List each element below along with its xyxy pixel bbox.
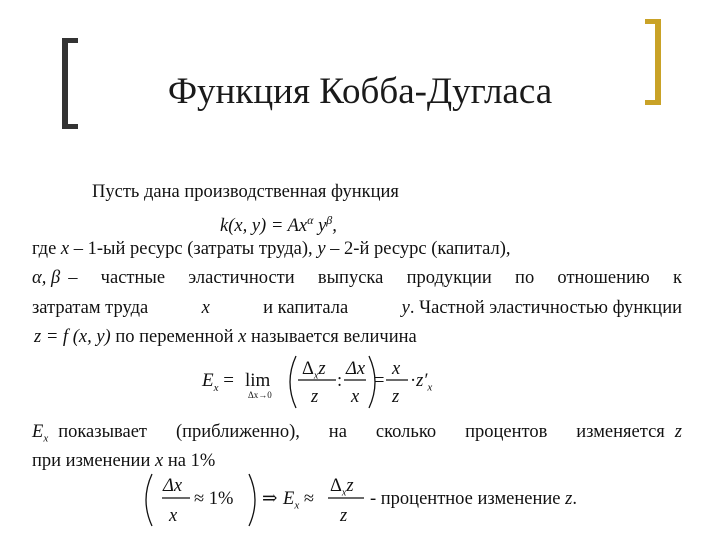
line-elastic-1 — [32, 266, 682, 290]
formula-main-alpha: α — [307, 213, 314, 227]
formula-z-f: z = f (x, y) — [34, 327, 111, 347]
text-when-changing: при изменении — [32, 451, 151, 471]
derivative-sub: x — [427, 381, 433, 394]
derivative-z: z′ — [416, 371, 428, 391]
formula-main-beta: β — [326, 213, 333, 227]
var-z: z — [674, 422, 682, 442]
formula-ex-lhs — [202, 369, 234, 400]
formula-percent-approx1: ≈ 1% — [194, 489, 234, 509]
var-z: z — [346, 476, 354, 496]
line-elastic-2 — [32, 296, 682, 320]
var-E: E — [283, 489, 295, 509]
dot-operator: · — [410, 371, 417, 391]
var-z: z — [318, 359, 326, 379]
var-x: x — [60, 239, 70, 259]
intro-text: Пусть дана производственная функция — [92, 182, 399, 202]
formula-ex-E-sub: x — [213, 381, 219, 394]
text-shows: показывает (приближенно), на сколько процентов изменяется — [58, 422, 665, 442]
text-resource-2: – 2-й ресурс (капитал), — [330, 239, 511, 259]
formula-percent-implies: ⇒ — [262, 489, 278, 509]
greek-alpha-beta: α, β — [32, 268, 61, 288]
line-elastic-3 — [34, 325, 417, 349]
formula-percent-num2 — [330, 474, 354, 506]
formula-main-lhs: k(x, y) = Ax — [220, 216, 308, 237]
formula-ex-den1: z — [311, 387, 319, 407]
text-is-called: называется величина — [251, 327, 417, 347]
var-E-sub: x — [43, 432, 49, 445]
slide-title: Функция Кобба-Дугласа — [167, 71, 553, 112]
formula-main — [220, 208, 337, 238]
formula-ex-num3: x — [392, 359, 401, 379]
formula-percent-den2: z — [340, 506, 348, 526]
delta-sub: x — [341, 487, 347, 499]
text-labor: затратам труда — [32, 298, 149, 318]
formula-main-tail: , — [332, 216, 337, 237]
delta-symbol: Δ — [302, 359, 314, 379]
var-z: z — [565, 489, 573, 509]
text-percent-change: - процентное изменение — [370, 489, 561, 509]
period: . — [572, 489, 577, 509]
delta-sub: x — [313, 370, 319, 382]
formula-ex-num2: Δx — [346, 359, 366, 379]
formula-percent-num: Δx — [163, 476, 183, 496]
text-one-percent: на 1% — [167, 451, 216, 471]
line-shows-2 — [32, 449, 215, 473]
var-y: y — [317, 239, 326, 259]
formula-ex-lim-sub: Δx→0 — [248, 390, 272, 400]
formula-ex-eq: = — [223, 370, 234, 391]
delta-symbol: Δ — [330, 476, 342, 496]
text-resource-1: – 1-ый ресурс (затраты труда), — [73, 239, 313, 259]
line-resources — [32, 237, 511, 261]
formula-percent-tail — [370, 487, 577, 511]
formula-percent-den: x — [169, 506, 178, 526]
formula-ex-colon: : — [337, 371, 343, 391]
line-shows-1 — [32, 420, 682, 451]
var-E-sub: x — [294, 499, 300, 512]
formula-percent-E — [283, 487, 314, 518]
formula-ex-den2: x — [351, 387, 360, 407]
formula-main-y: y — [318, 216, 327, 237]
var-y: y — [401, 298, 410, 318]
approx-symbol: ≈ — [303, 489, 314, 509]
text-where: где — [32, 239, 57, 259]
var-x: x — [238, 327, 247, 347]
var-x: x — [201, 298, 210, 318]
var-E: E — [32, 422, 44, 442]
formula-ex-E: E — [202, 370, 214, 391]
formula-ex-deriv — [410, 369, 432, 400]
formula-ex-lim: lim — [245, 370, 271, 391]
text-partial-elasticity: . Частной эластичностью функции — [409, 298, 682, 318]
var-x: x — [154, 451, 164, 471]
text-elasticities: – частные эластичности выпуска продукции по отношению к — [68, 268, 682, 288]
formula-ex-eq2: = — [374, 371, 385, 391]
text-capital: и капитала — [263, 298, 349, 318]
formula-ex-num1 — [302, 357, 326, 389]
formula-ex-den3: z — [392, 387, 400, 407]
text-by-variable: по переменной — [115, 327, 234, 347]
